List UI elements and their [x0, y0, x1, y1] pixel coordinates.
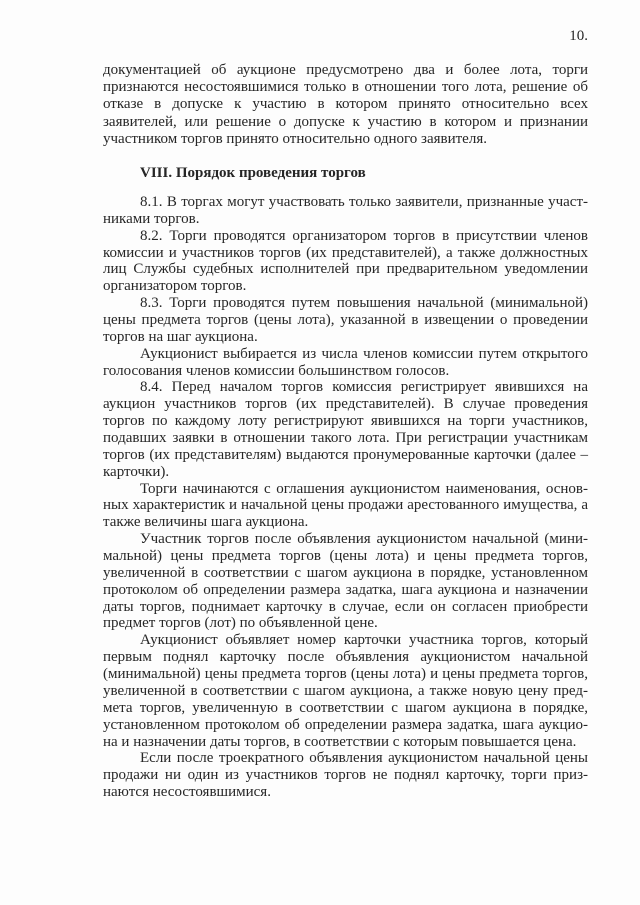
text-line: отказе в допуске к участию в котором принято относительно всех	[103, 96, 588, 113]
text-line: Участник торгов после объявления аукционистом начальной (мини-	[140, 531, 588, 548]
text-line: Аукционист выбирается из числа членов комиссии путем открытого	[140, 345, 588, 362]
text-line: документацией об аукционе предусмотрено два и более лота, торги	[103, 62, 588, 78]
text-line: лиц Службы судебных исполнителей при предварительном уведомлении	[103, 261, 588, 278]
text-line: мета торгов, увеличенную в соответствии с шагом аукциона в порядке,	[103, 699, 588, 716]
text-line: карточки).	[103, 463, 170, 480]
text-line: предмет торгов (лот) по объявленной цене.	[103, 615, 378, 632]
text-line: Если после троекратного объявления аукционистом начальной цены	[140, 750, 588, 767]
section-heading: VIII. Порядок проведения торгов	[140, 165, 366, 181]
paragraph	[103, 750, 588, 801]
text-line: 8.3. Торги проводятся путем повышения начальной (минимальной)	[140, 295, 588, 312]
text-line: продажи ни один из участников торгов не поднял карточку, торги приз-	[103, 767, 588, 784]
text-line: подавших заявки в отношении такого лота. При регистрации участникам	[103, 430, 588, 447]
paragraph	[103, 295, 588, 346]
text-line: Торги начинаются с оглашения аукционистом наименования, основ-	[140, 480, 588, 497]
text-line: аукцион участников торгов (их представителей). В случае проведения	[103, 396, 588, 413]
text-line: увеличенной в соответствии с шагом аукциона в порядке, установленном	[103, 564, 588, 581]
text-line: установленном протоколом об определении размера задатка, шага аукцио-	[103, 716, 588, 733]
text-line: никами торгов.	[103, 210, 200, 227]
paragraph	[103, 228, 588, 295]
text-line: наются несостоявшимися.	[103, 784, 271, 801]
text-line: 8.2. Торги проводятся организатором торгов в присутствии членов	[140, 227, 588, 244]
text-line: Аукционист объявляет номер карточки участника торгов, который	[140, 632, 588, 649]
text-line: ных характеристик и начальной цены продажи арестованного имущества, а	[103, 497, 588, 514]
paragraph	[103, 481, 588, 532]
text-line: торгов по каждому лоту регистрируют явившихся на торги участников,	[103, 413, 588, 430]
text-line: цены предмета торгов (цены лота), указанной в извещении о проведении	[103, 312, 588, 329]
text-line: торгов (их представителям) выдаются пронумерованные карточки (далее –	[103, 446, 588, 463]
text-line: мальной) цены предмета торгов (цены лота) и цены предмета торгов,	[103, 548, 588, 565]
text-line: (минимальной) цены предмета торгов (цены лота) и цены предмета торгов,	[103, 666, 588, 683]
intro-paragraph	[103, 62, 588, 148]
paragraph	[103, 346, 588, 380]
text-line: на и назначении даты торгов, в соответствии с которым повышается цена.	[103, 733, 577, 750]
text-line: также величины шага аукциона.	[103, 514, 309, 531]
text-line: 8.4. Перед началом торгов комиссия регистрирует явившихся на	[140, 379, 588, 396]
paragraph	[103, 194, 588, 228]
section-body	[103, 194, 588, 801]
text-line: увеличенной в соответствии с шагом аукциона, а также новую цену пред-	[103, 682, 588, 699]
paragraph	[103, 379, 588, 480]
text-line: участником торгов принято относительно одного заявителя.	[103, 130, 487, 147]
text-line: комиссии и участников торгов (их представителей), а также должностных	[103, 244, 588, 261]
text-line: первым поднял карточку после объявления аукционистом начальной	[103, 649, 588, 666]
text-line: признаются несостоявшимися только в отношении того лота, решение об	[103, 79, 588, 96]
text-line: голосования членов комиссии большинством голосов.	[103, 362, 450, 379]
text-line: протоколом об определении размера задатка, шага аукциона и назначении	[103, 581, 588, 598]
paragraph	[103, 632, 588, 750]
page-number: 10.	[569, 28, 588, 44]
text-line: даты торгов, поднимает карточку в случае, если он согласен приобрести	[103, 598, 588, 615]
text-line: торгов на шаг аукциона.	[103, 328, 258, 345]
paragraph	[103, 531, 588, 632]
paragraph	[103, 62, 588, 148]
text-line: заявителей, или решение о допуске к участию в котором и признании	[103, 113, 588, 130]
text-line: 8.1. В торгах могут участвовать только заявители, признанные участ-	[140, 194, 588, 210]
text-line: организатором торгов.	[103, 278, 247, 295]
